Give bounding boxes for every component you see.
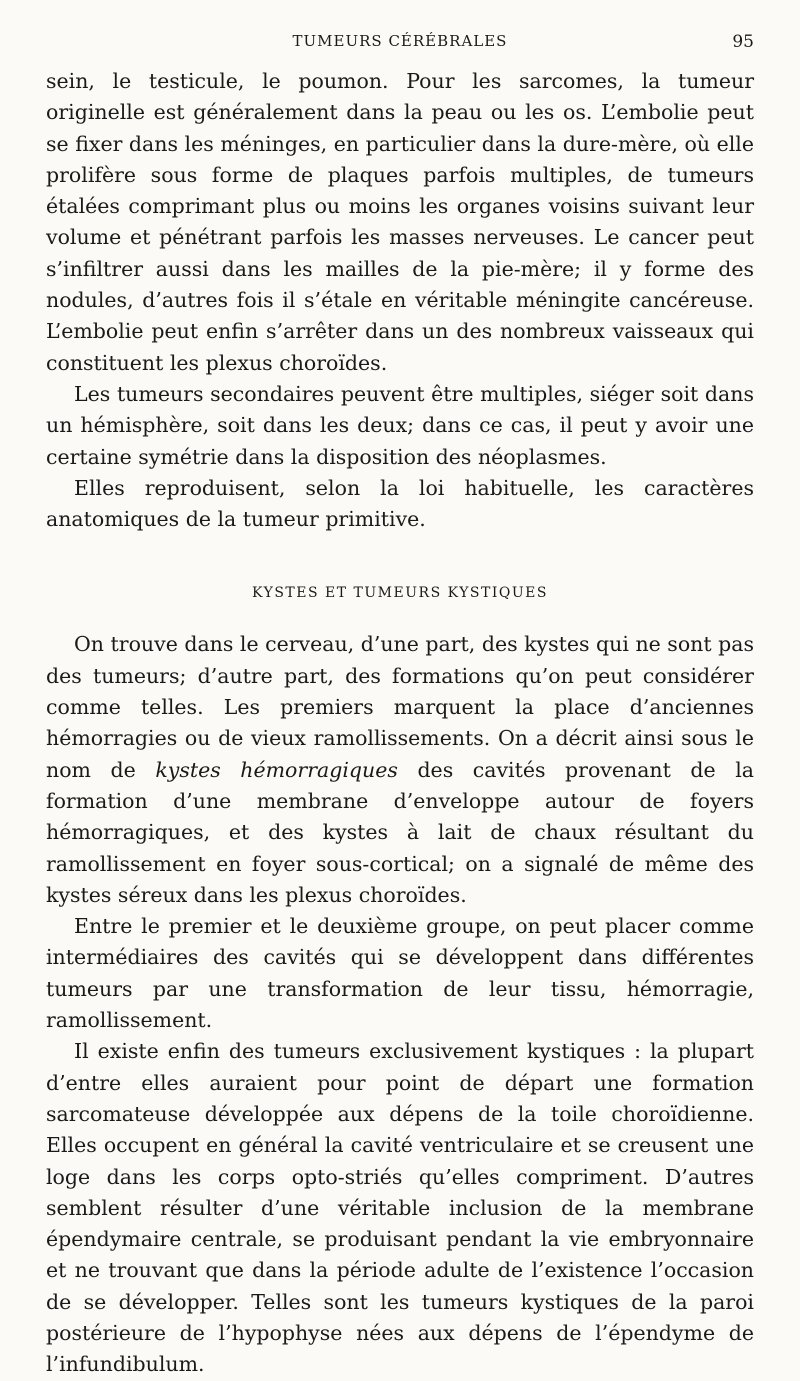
- running-title: TUMEURS CÉRÉBRALES: [292, 32, 508, 50]
- italic-term: kystes hémorragiques: [155, 757, 398, 782]
- paragraph-text: On trouve dans le cerveau, d’une part, des kystes qui ne sont pas des tumeurs; d’autre part, des formations qu’on peut considérer comme telles. Les premiers marquent la place d’anciennes hémorragies ou de vieux ramollissements. On a décrit ainsi sous le nom de: [46, 632, 754, 782]
- section-title: KYSTES ET TUMEURS KYSTIQUES: [252, 585, 548, 602]
- page-body: [46, 66, 754, 1381]
- paragraph-text: des cavités provenant de la formation d’une membrane d’enveloppe autour de foyers hémorragiques, et des kystes à lait de chaux résultant du ramollissement en foyer sous-cortical; on a signalé de même des kystes séreux dans les plexus choroïdes.: [46, 757, 754, 907]
- paragraph: Elles reproduisent, selon la loi habituelle, les caractères anatomiques de la tumeur primitive.: [46, 475, 754, 532]
- paragraph: [46, 629, 754, 911]
- page-header: [46, 28, 754, 58]
- paragraph: Les tumeurs secondaires peuvent être multiples, siéger soit dans un hémisphère, soit dans les deux; dans ce cas, il peut y avoir une certaine symétrie dans la disposition des néoplasmes.: [46, 381, 754, 469]
- page-number: 95: [732, 32, 754, 52]
- paragraph: Entre le premier et le deuxième groupe, on peut placer comme intermédiaires des cavités qui se développent dans différentes tumeurs par une transformation de leur tissu, hémorragie, ramollissement.: [46, 914, 754, 1033]
- paragraph: Il existe enfin des tumeurs exclusivement kystiques : la plupart d’entre elles auraient pour point de départ une formation sarcomateuse développée aux dépens de la toile choroïdienne. Elles occupent en général la cavité ventriculaire et se creusent une loge dans les corps opto-striés qu’elles compriment. D’autres semblent résulter d’une véritable inclusion de la membrane épendymaire centrale, se produisant pendant la vie embryonnaire et ne trouvant que dans la période adulte de l’existence l’occasion de se développer. Telles sont les tumeurs kystiques de la paroi postérieure de l’hypophyse nées aux dépens de l’épendyme de l’infundibulum.: [46, 1039, 754, 1377]
- paragraph: sein, le testicule, le poumon. Pour les sarcomes, la tumeur originelle est généralement dans la peau ou les os. L’embolie peut se fixer dans les méninges, en particulier dans la dure-mère, où elle prolifère sous forme de plaques parfois multiples, de tumeurs étalées comprimant plus ou moins les organes voisins suivant leur volume et pénétrant parfois les masses nerveuses. Le cancer peut s’infiltrer aussi dans les mailles de la pie-mère; il y forme des nodules, d’autres fois il s’étale en véritable méningite cancéreuse. L’embolie peut enfin s’arrêter dans un des nombreux vaisseaux qui constituent les plexus choroïdes.: [46, 69, 754, 375]
